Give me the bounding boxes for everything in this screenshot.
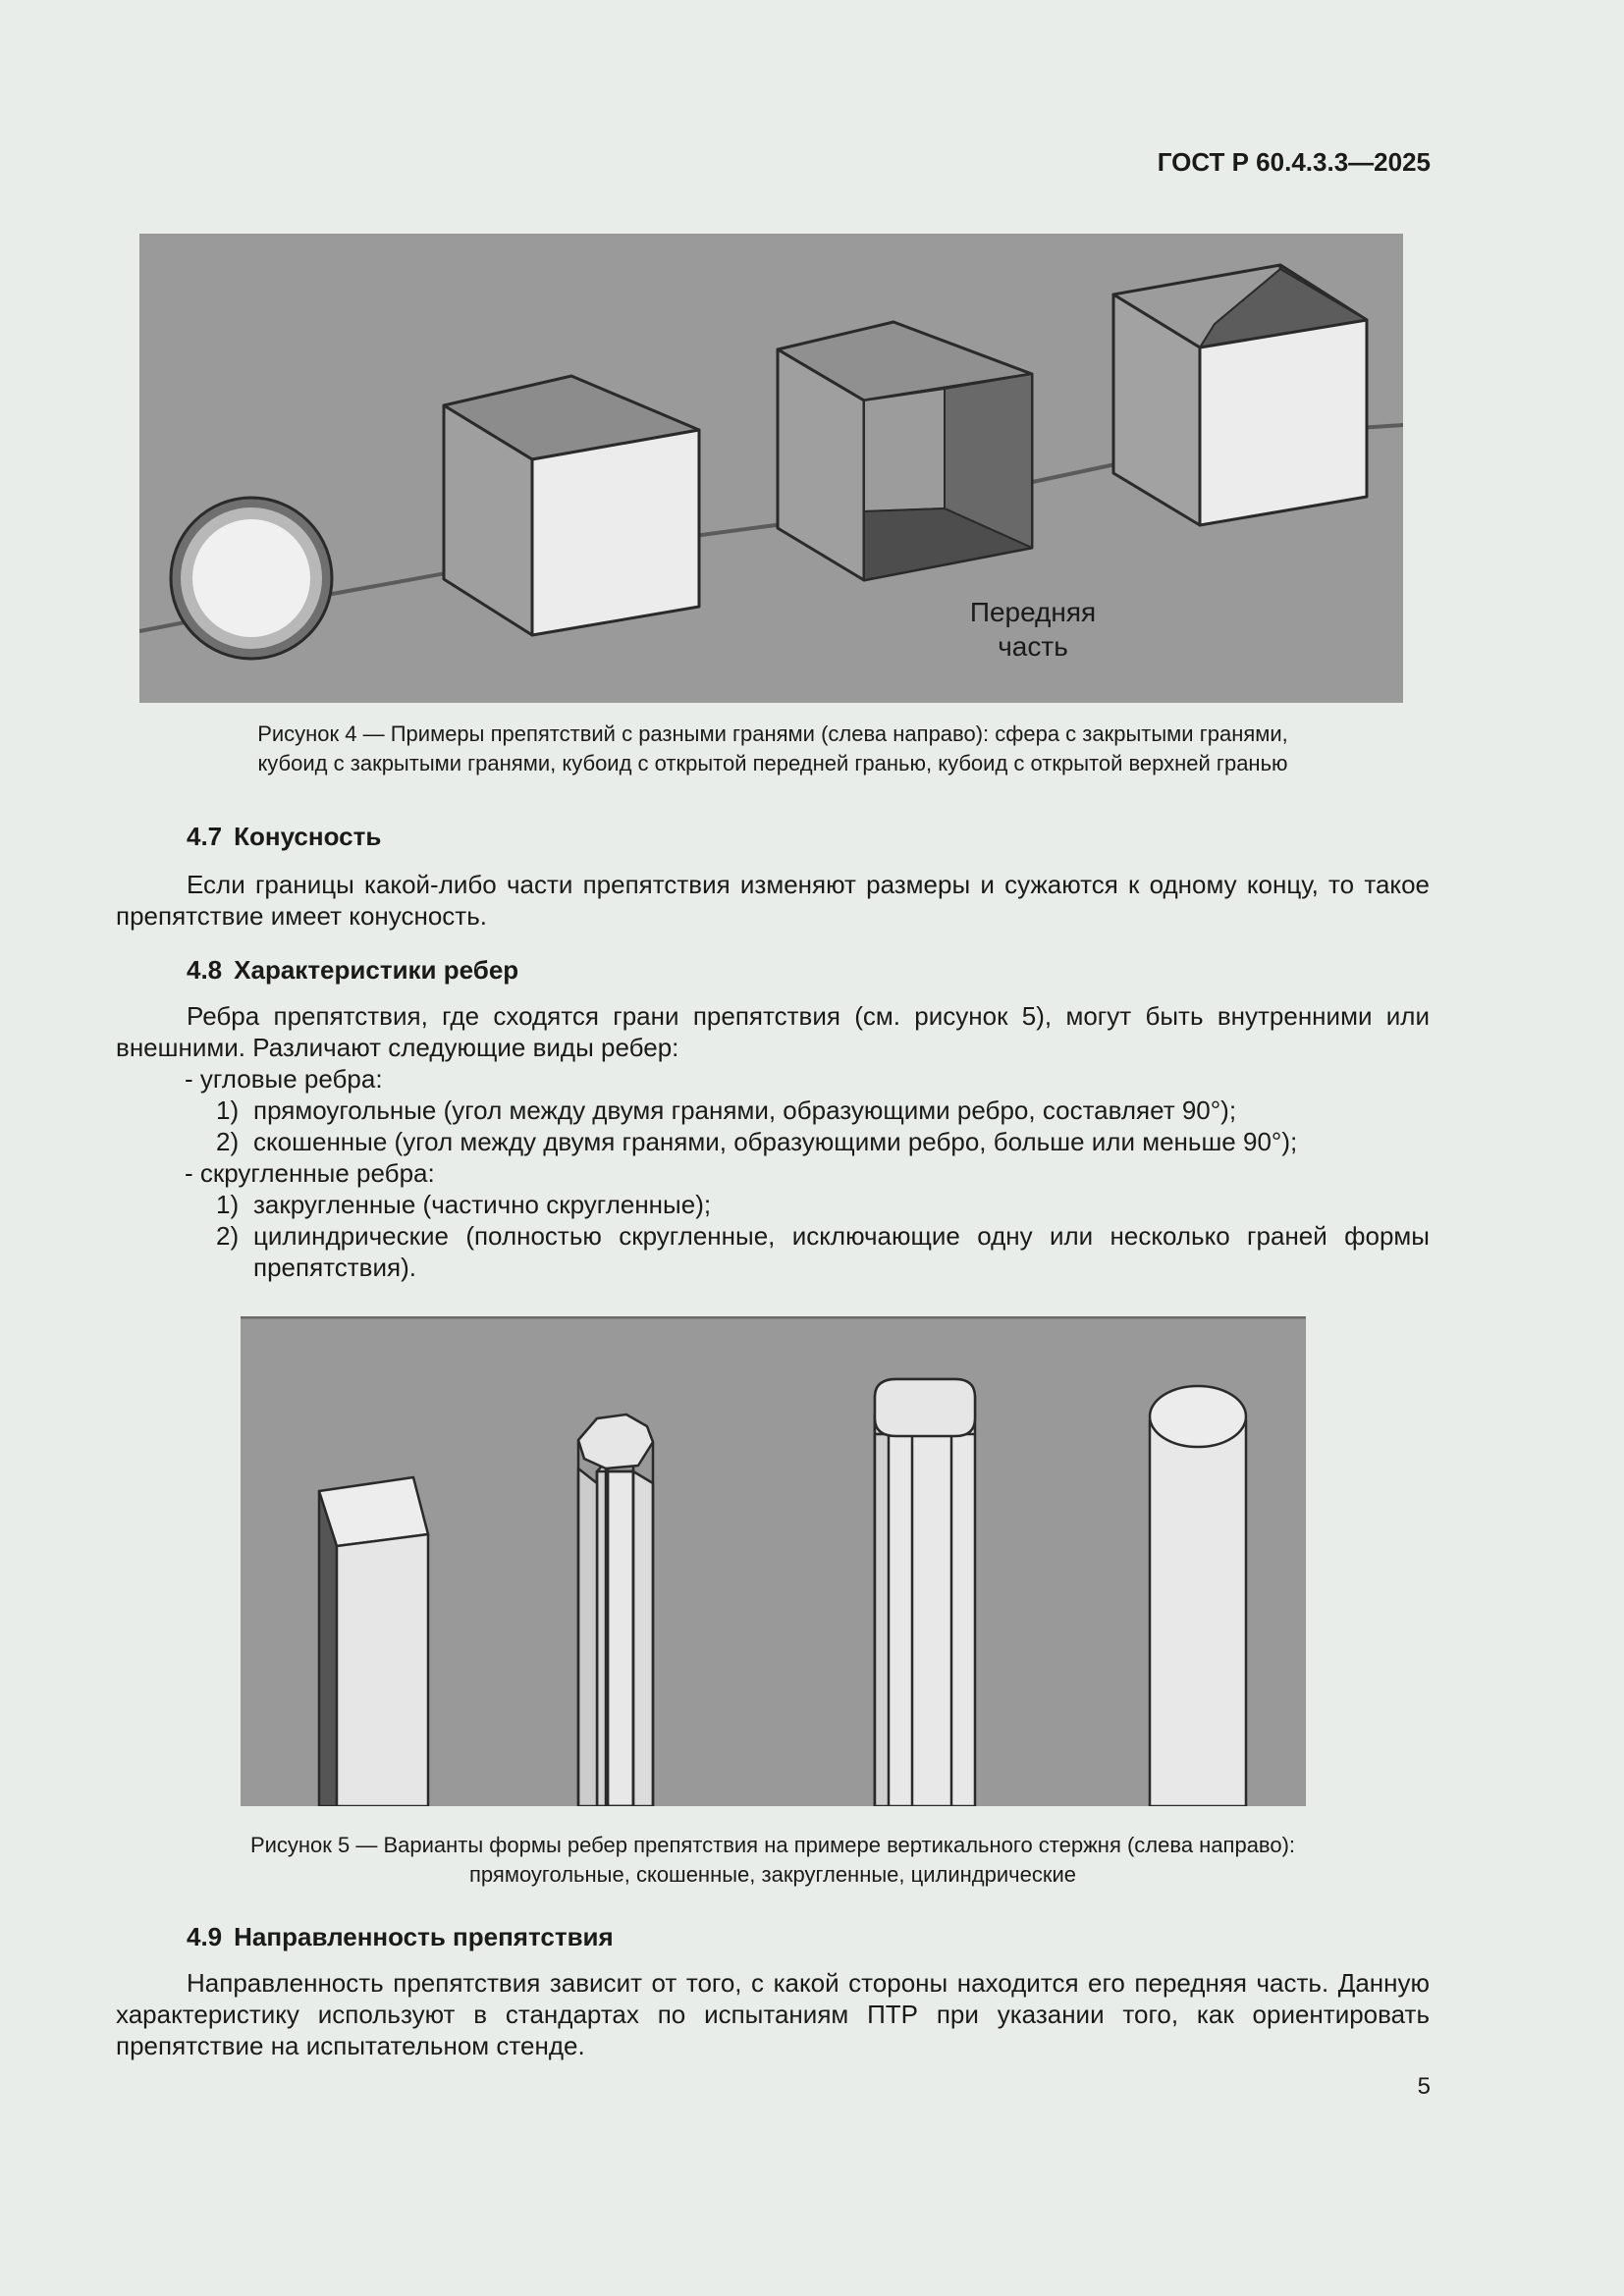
- figure-5-caption-line2: прямоугольные, скошенные, закругленные, цилиндрические: [469, 1862, 1076, 1887]
- page-number: 5: [1417, 2073, 1431, 2100]
- figure-5-caption: [118, 1831, 1428, 1890]
- figure-4-image: [139, 234, 1403, 703]
- figure-4-caption-line1: Рисунок 4 — Примеры препятствий с разными гранями (слева направо): сфера с закрытыми гранями,: [257, 721, 1288, 746]
- list-item-number: 2): [216, 1221, 240, 1251]
- section-number: 4.8: [187, 955, 223, 985]
- section-4-7-paragraph: [116, 869, 1430, 932]
- list-item: [216, 1220, 1430, 1283]
- list-group-angular: - угловые ребра:: [185, 1064, 383, 1094]
- list-item: [216, 1189, 1430, 1220]
- list-item-text: цилиндрические (полностью скругленные, исключающие одну или несколько граней формы препятствия).: [253, 1221, 1430, 1282]
- list-item-text: закругленные (частично скругленные);: [253, 1190, 712, 1219]
- figure-4-caption-line2: кубоид с закрытыми гранями, кубоид с открытой передней гранью, кубоид с открытой верхней гранью: [257, 751, 1288, 775]
- document-id: ГОСТ Р 60.4.3.3—2025: [1157, 147, 1431, 177]
- section-4-7-text: Если границы какой-либо части препятствия изменяют размеры и сужаются к одному концу, то такое препятствие имеет конусность.: [116, 870, 1430, 931]
- figure-4-label-line2: часть: [998, 631, 1068, 662]
- section-title: Характеристики ребер: [234, 955, 519, 985]
- figure-4-caption: [118, 720, 1428, 778]
- list-item-text: скошенные (угол между двумя гранями, образующими ребро, больше или меньше 90°);: [253, 1127, 1298, 1156]
- rounded-rod-shape: [875, 1379, 975, 1806]
- section-title: Направленность препятствия: [234, 1922, 614, 1951]
- figure-5-caption-line1: Рисунок 5 — Варианты формы ребер препятствия на примере вертикального стержня (слева направо):: [249, 1833, 1296, 1857]
- cube-open-top-shape: [1113, 265, 1367, 525]
- cube-closed-shape: [444, 376, 699, 635]
- section-4-9-text: Направленность препятствия зависит от того, с какой стороны находится его передняя часть. Данную характеристику используют в стандартах по испытаниям ПТР при указании того, как ориентировать препятствие на испытательном стенде.: [116, 1968, 1430, 2060]
- list-item-number: 1): [216, 1190, 240, 1219]
- section-4-9-heading: [187, 1922, 614, 1952]
- list-item: [216, 1126, 1430, 1157]
- list-item-number: 1): [216, 1095, 240, 1125]
- figure-4-label-line1: Передняя: [969, 597, 1097, 627]
- cube-open-front-shape: [778, 322, 1032, 580]
- section-4-9-paragraph: [116, 1967, 1430, 2061]
- section-number: 4.7: [187, 822, 223, 851]
- section-4-8-paragraph: [116, 1000, 1430, 1063]
- section-title: Конусность: [234, 822, 382, 851]
- figure-5-image: [241, 1316, 1306, 1806]
- section-4-7-heading: [187, 822, 381, 852]
- section-4-8-heading: [187, 955, 518, 986]
- list-group-rounded: - скругленные ребра:: [185, 1158, 435, 1188]
- cylindrical-rod-shape: [1150, 1386, 1246, 1806]
- list-item-text: прямоугольные (угол между двумя гранями, образующими ребро, составляет 90°);: [253, 1095, 1237, 1125]
- section-4-8-text: Ребра препятствия, где сходятся грани препятствия (см. рисунок 5), могут быть внутренними или внешними. Различают следующие виды ребер:: [116, 1001, 1430, 1062]
- section-number: 4.9: [187, 1922, 223, 1951]
- list-item-number: 2): [216, 1127, 240, 1156]
- rectangular-rod-shape: [319, 1477, 428, 1806]
- list-item: [216, 1095, 1430, 1126]
